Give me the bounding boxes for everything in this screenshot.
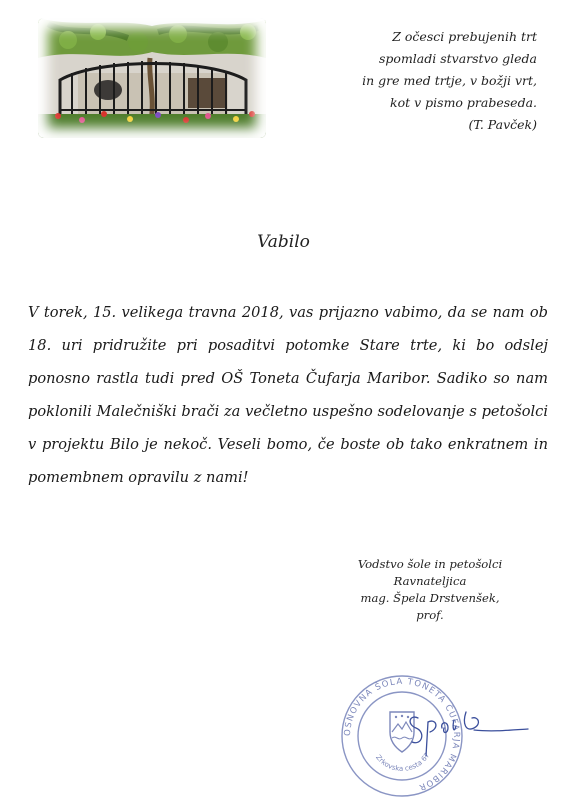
stamp-inner-text: Zrkovska cesta 67 xyxy=(374,751,432,773)
poem-line: kot v pismo prabeseda. xyxy=(390,95,537,110)
poem-line: in gre med trtje, v božji vrt, xyxy=(362,73,537,88)
coat-of-arms-icon xyxy=(390,712,414,752)
signature-block xyxy=(330,556,530,624)
signature-line: prof. xyxy=(416,608,444,622)
svg-text:OSNOVNA ŠOLA TONETA ČUFARJA MA xyxy=(343,677,461,792)
signature-line: mag. Špela Drstvenšek, xyxy=(360,591,500,605)
poem-line: spomladi stvarstvo gleda xyxy=(379,51,537,66)
invitation-title: Vabilo xyxy=(257,232,310,252)
school-stamp xyxy=(332,672,532,797)
poem-quote xyxy=(287,26,537,136)
stamp-outer-text: OSNOVNA ŠOLA TONETA ČUFARJA MARIBOR xyxy=(342,676,462,793)
invitation-body: V torek, 15. velikega travna 2018, vas prijazno vabimo, da se nam ob 18. uri pridružite pri posaditvi potomke Stare trte, ki bo odslej ponosno rastla tudi pred OŠ Toneta Čufarja Maribor. Sadiko so nam poklonili Malečniški brači za večletno uspešno sodelovanje s petošolci v projektu Bilo je nekoč. Veseli bomo, če boste ob tako enkratnem in pomembnem opravilu z nami! xyxy=(28,304,548,486)
signature-line: Vodstvo šole in petošolci xyxy=(357,557,503,571)
handwritten-signature xyxy=(410,712,528,756)
poem-author: (T. Pavček) xyxy=(468,117,537,132)
poem-line: Z očesci prebujenih trt xyxy=(392,29,537,44)
svg-text:Zrkovska cesta 67 xyxy=(374,752,431,773)
vine-photo xyxy=(38,18,266,138)
signature-line: Ravnateljica xyxy=(393,574,467,588)
